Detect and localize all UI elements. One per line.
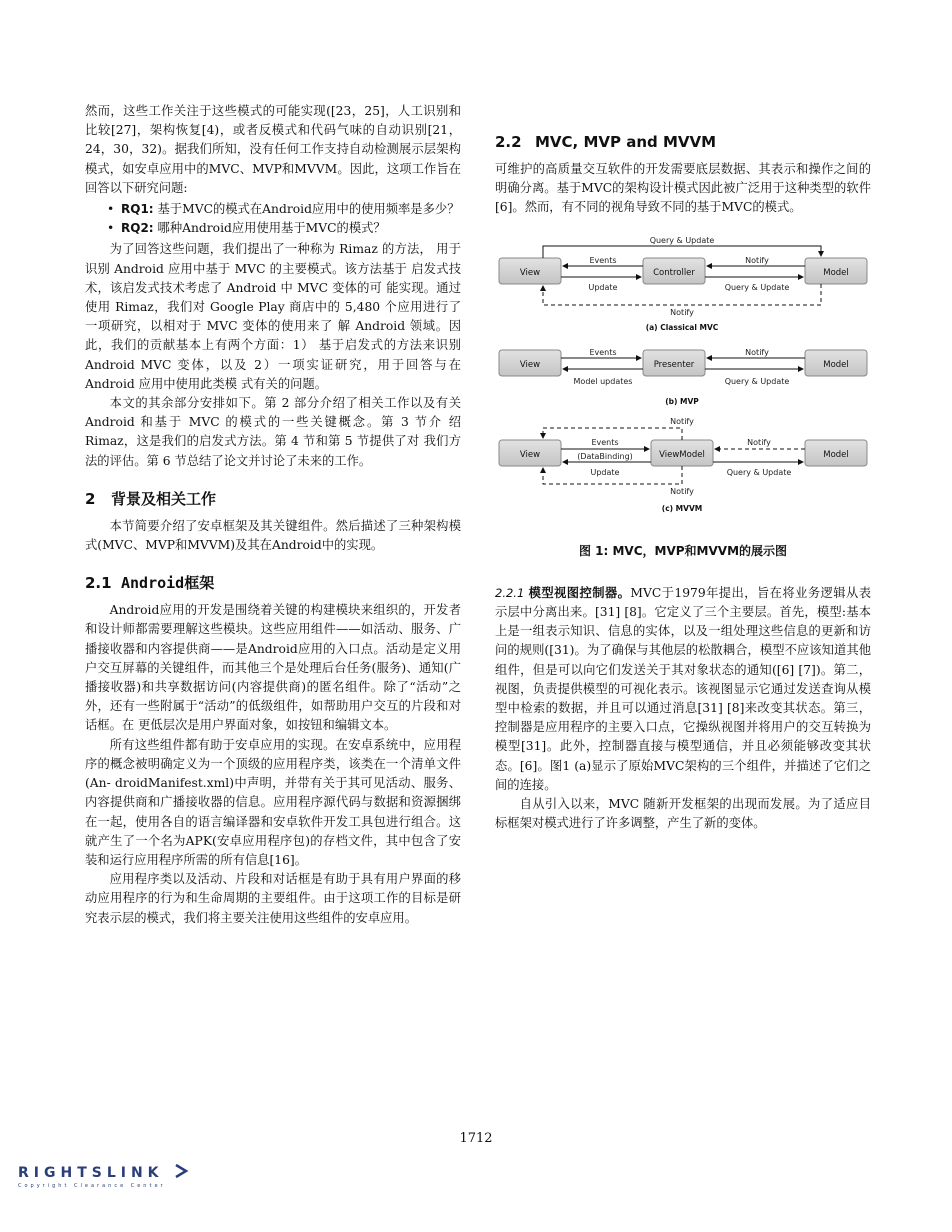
mvvm-caption: (c) MVVM <box>661 503 703 513</box>
section-2-1-paragraph-2: 所有这些组件都有助于安卓应用的实现。在安卓系统中，应用程序的概念被明确定义为一个顶级的应用程序类，该类在一个清单文件(An- droidManifest.xml)中声明，并带有关于其可见活动、服务、内容提供商和广播接收器的信息。应用程序源代码与数据和资源捆绑在一起，使用各自的语言编译器和安卓软件开发工具包进行组合。这就产生了一个名为APK(安卓应用程序包)的存档文件，其中包含了安装和运行应用程序所需的所有信息[16]。 <box>85 737 461 867</box>
mvvm-viewmodel-label: ViewModel <box>659 449 705 460</box>
subsection-2-2-1-paragraph-2: 自从引入以来，MVC 随新开发框架的出现而发展。为了适应目标框架对模式进行了许多调整，产生了新的变体。 <box>495 797 871 831</box>
section-2-1-paragraph-1: Android应用的开发是围绕着关键的构建模块来组织的，开发者和设计师都需要理解这些模块。这些应用组件——如活动、服务、广播接收器和内容提供商——是Android应用的入口点。活动是定义用户交互屏幕的关键组件，而其他三个是处理后台任务(服务)、通知(广播接收器)和共享数据访问(内容提供商)的匿名组件。除了“活动”之外，还有一些附属于“活动”的低级组件，如帮助用户交互的片段和对话框。在 更低层次是用户界面对象，如按钮和编辑文本。 <box>85 603 461 733</box>
mvc-query-update-top-arrow <box>543 246 821 258</box>
mvp-events-label: Events <box>589 347 617 357</box>
mvp-model-label: Model <box>823 359 849 370</box>
mvc-controller-label: Controller <box>653 267 695 278</box>
rq1-label: RQ1: <box>121 202 154 217</box>
rq2-text: 哪种Android应用使用基于MVC的模式？ <box>157 221 386 236</box>
mvp-model-updates-label: Model updates <box>573 376 633 386</box>
mvvm-events-label: Events <box>591 437 619 447</box>
section-2-1-number: 2.1 <box>85 574 112 593</box>
mvc-notify-top-label: Notify <box>745 255 769 265</box>
section-2-1-paragraph-3: 应用程序类以及活动、片段和对话框是有助于具有用户界面的移动应用程序的行为和生命周期的主要组件。由于这项工作的目标是研究表示层的模式，我们将主要关注使用这些组件的安卓应用。 <box>85 872 461 925</box>
rq1-item <box>107 200 461 219</box>
research-questions <box>85 200 461 238</box>
figure-caption: 图 1: MVC，MVP和MVVM的展示图 <box>578 543 788 558</box>
figure-diagram <box>495 228 871 528</box>
mvvm-update-label: Update <box>590 467 620 477</box>
structure-paragraph: 本文的其余部分安排如下。第 2 部分介绍了相关工作以及有关 Android 和基于 MVC 的模式的一些关键概念。第 3 节介 绍 Rimaz，这是我们的启发式方法。第 4 节和第 5 节提供了对 我们方法的评估。第 6 节总结了论文并讨论了未来的工作。 <box>85 396 461 468</box>
section-2-title: 背景及相关工作 <box>111 489 217 508</box>
mvc-mvp-mvvm-figure <box>495 228 871 528</box>
rightslink-chevron-icon <box>176 1165 186 1177</box>
mvc-caption: (a) Classical MVC <box>645 322 719 332</box>
left-column <box>85 102 461 928</box>
mvvm-databinding-label: (DataBinding) <box>577 451 633 461</box>
section-2-paragraph: 本节简要介绍了安卓框架及其关键组件。然后描述了三种架构模式(MVC、MVP和MVVM)及其在Android中的实现。 <box>85 518 461 553</box>
rightslink-logo-subtitle: Copyright Clearance Center <box>18 1183 166 1189</box>
mvvm-notify-top-label: Notify <box>670 416 694 426</box>
answer-paragraph: 为了回答这些问题，我们提出了一种称为 Rimaz 的方法， 用于识别 Android 应用中基于 MVC 的主要模式。该方法基于 启发式技术，该启发式技术考虑了 Android 中 MVC 变体的可 能实现。通过使用 Rimaz，我们对 Google Play 商店中的 5,480 个应用进行了一项研究，以相对于 MVC 变体的使用来了 解 Android 领域。因此，我们的贡献基本上有两个方面：1） 基于启发式的方法来识别 Android MVC 变体，以及 2）一项实证研究，用于回答与在 Android 应用中使用此类模 式有关的问题。 <box>85 242 461 391</box>
rightslink-logo <box>18 1163 208 1191</box>
mvc-query-update-label: Query & Update <box>724 282 790 292</box>
right-column <box>495 132 871 833</box>
mvc-view-label: View <box>519 267 541 278</box>
section-2-2-number: 2.2 <box>495 133 522 151</box>
section-2-number: 2 <box>85 489 96 508</box>
mvp-query-update-label: Query & Update <box>724 376 790 386</box>
section-2-2-paragraph: 可维护的高质量交互软件的开发需要底层数据、其表示和操作之间的明确分离。基于MVC的架构设计模式因此被广泛用于这种类型的软件[6]。然而，有不同的视角导致不同的基于MVC的模式。 <box>495 162 871 215</box>
rq2-item <box>107 219 461 238</box>
subsection-2-2-1-text: MVC于1979年提出，旨在将业务逻辑从表示层中分离出来。[31] [8]。它定义了三个主要层。首先，模型:基本上是一组表示知识、信息的实体，以及一组处理这些信息的更新和访问的规则([31)。为了确保与其他层的松散耦合，模型不应该知道其他组件，但是可以向它们发送关于其对象状态的通知([6] [7])。第二，视图，负责提供模型的可视化表示。该视图显示它通过发送查询从模型中检索的数据，并且可以通过消息[31] [8]来改变其状态。第三，控制器是应用程序的主要入口点，它操纵视图并将用户的交互转换为模型[31]。此外，控制器直接与模型通信，并且必须能够改变其状态。[6]。图1 (a)显示了原始MVC架构的三个组件，并描述了它们之间的连接。 <box>495 585 871 792</box>
subsection-2-2-1-title: 模型视图控制器。 <box>528 584 631 600</box>
section-2-2-heading <box>495 132 871 152</box>
mvp-caption: (b) MVP <box>665 396 699 406</box>
mvc-diagram <box>499 236 867 332</box>
mvc-query-update-top-label: Query & Update <box>649 235 715 245</box>
mvvm-notify-right-label: Notify <box>747 437 771 447</box>
intro-paragraph: 然而，这些工作关注于这些模式的可能实现([23，25]，人工识别和比较[27]，架构恢复[4)，或者反模式和代码气味的自动识别[21，24，30，32)。据我们所知，没有任何工作支持自动检测展示层架构模式，如安卓应用中的MVC、MVP和MVVM。因此，这项工作旨在回答以下研究问题: <box>85 104 461 195</box>
mvc-model-label: Model <box>823 267 849 278</box>
subsection-2-2-1-paragraph-1 <box>495 583 871 795</box>
mvp-view-label: View <box>519 359 541 370</box>
rq1-text: 基于MVC的模式在Android应用中的使用频率是多少？ <box>157 202 460 217</box>
mvvm-notify-bottom-label: Notify <box>670 486 694 496</box>
mvvm-diagram <box>499 417 867 513</box>
rightslink-logo-text: RIGHTSLINK <box>18 1165 164 1181</box>
mvvm-query-update-label: Query & Update <box>726 467 792 477</box>
mvc-events-label: Events <box>589 255 617 265</box>
section-2-1-title: Android框架 <box>121 574 215 593</box>
mvc-notify-bottom-label: Notify <box>670 307 694 317</box>
mvp-presenter-label: Presenter <box>653 359 695 370</box>
section-2-2-title: MVC, MVP and MVVM <box>535 133 717 151</box>
mvvm-model-label: Model <box>823 449 849 460</box>
mvp-diagram <box>499 348 867 406</box>
mvp-notify-label: Notify <box>745 347 769 357</box>
section-2-heading <box>85 489 461 509</box>
subsection-2-2-1-number: 2.2.1 <box>495 585 525 600</box>
page-number: 1712 <box>459 1131 493 1146</box>
mvc-update-label: Update <box>588 282 618 292</box>
section-2-1-heading <box>85 573 461 593</box>
rq2-label: RQ2: <box>121 221 154 236</box>
mvvm-view-label: View <box>519 449 541 460</box>
